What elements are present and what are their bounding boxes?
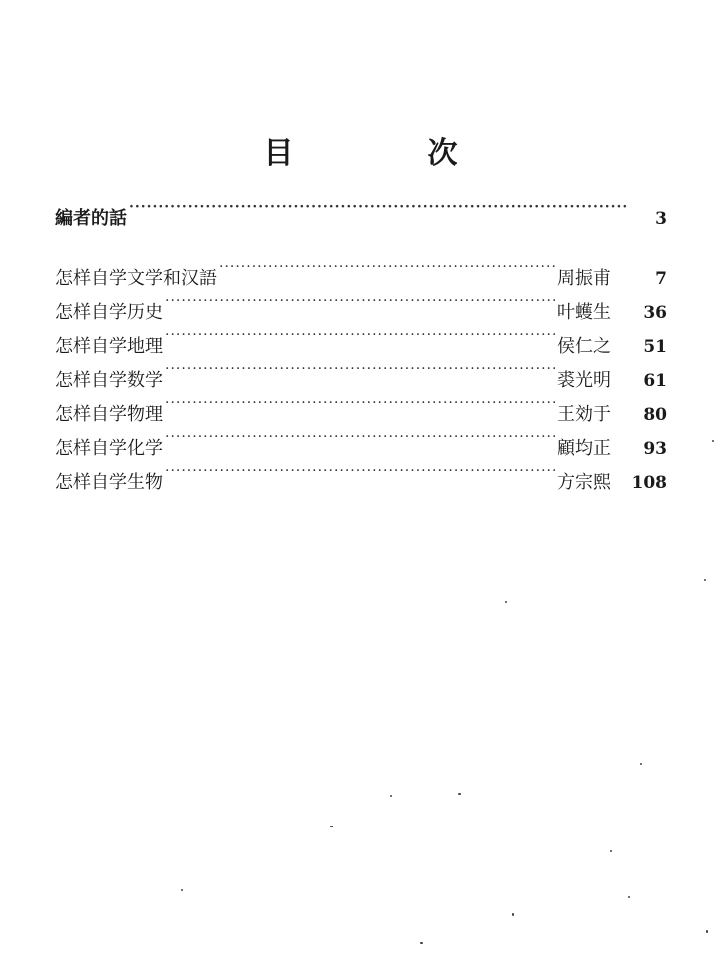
leader-dots bbox=[165, 352, 555, 386]
scan-speck bbox=[330, 826, 333, 827]
page-title: 目 次 bbox=[263, 136, 510, 171]
toc-entry-author: 裘光明 bbox=[557, 370, 611, 391]
scan-speck bbox=[458, 793, 461, 795]
toc-page-number: 93 bbox=[643, 439, 667, 459]
toc-entry-title: 編者的話 bbox=[55, 208, 127, 229]
toc-row-editor-note bbox=[55, 190, 667, 229]
scan-speck bbox=[706, 930, 708, 933]
toc-page-number: 61 bbox=[643, 371, 667, 391]
toc-entry-title: 怎样自学物理 bbox=[55, 404, 163, 425]
scan-speck bbox=[704, 579, 706, 581]
scan-speck bbox=[390, 795, 392, 797]
leader-dots bbox=[219, 250, 555, 284]
leader-dots bbox=[165, 420, 555, 454]
toc-entry-author: 周振甫 bbox=[557, 268, 611, 289]
toc-entry-author: 顧均正 bbox=[557, 438, 611, 459]
leader-dots bbox=[129, 190, 629, 224]
toc-page-number: 7 bbox=[655, 269, 667, 289]
toc-entry-title: 怎样自学地理 bbox=[55, 336, 163, 357]
scan-speck bbox=[181, 889, 183, 891]
scan-speck bbox=[628, 896, 630, 898]
toc-entry-author: 方宗熙 bbox=[557, 472, 611, 493]
toc-entry-author: 王効于 bbox=[557, 404, 611, 425]
toc-entry-title: 怎样自学化学 bbox=[55, 438, 163, 459]
table-of-contents bbox=[55, 190, 667, 493]
toc-entry-author: 侯仁之 bbox=[557, 336, 611, 357]
toc-entry-title: 怎样自学历史 bbox=[55, 302, 163, 323]
toc-row bbox=[55, 250, 667, 289]
leader-dots bbox=[165, 284, 555, 318]
toc-entry-title: 怎样自学文学和汉語 bbox=[55, 268, 217, 289]
scan-speck bbox=[610, 850, 612, 852]
scan-speck bbox=[505, 601, 507, 603]
toc-entry-title: 怎样自学数学 bbox=[55, 370, 163, 391]
toc-entry-author: 叶蠖生 bbox=[557, 302, 611, 323]
scan-speck bbox=[512, 913, 514, 916]
toc-page-number: 36 bbox=[643, 303, 667, 323]
toc-page-number: 3 bbox=[655, 209, 667, 229]
scan-speck bbox=[712, 440, 714, 442]
leader-dots bbox=[165, 386, 555, 420]
leader-dots bbox=[165, 454, 555, 488]
toc-entry-title: 怎样自学生物 bbox=[55, 472, 163, 493]
toc-page-number: 80 bbox=[643, 405, 667, 425]
toc-page-number: 51 bbox=[643, 337, 667, 357]
scan-speck bbox=[640, 763, 642, 765]
leader-dots bbox=[165, 318, 555, 352]
toc-page-number: 108 bbox=[631, 473, 667, 493]
scan-speck bbox=[420, 942, 423, 944]
